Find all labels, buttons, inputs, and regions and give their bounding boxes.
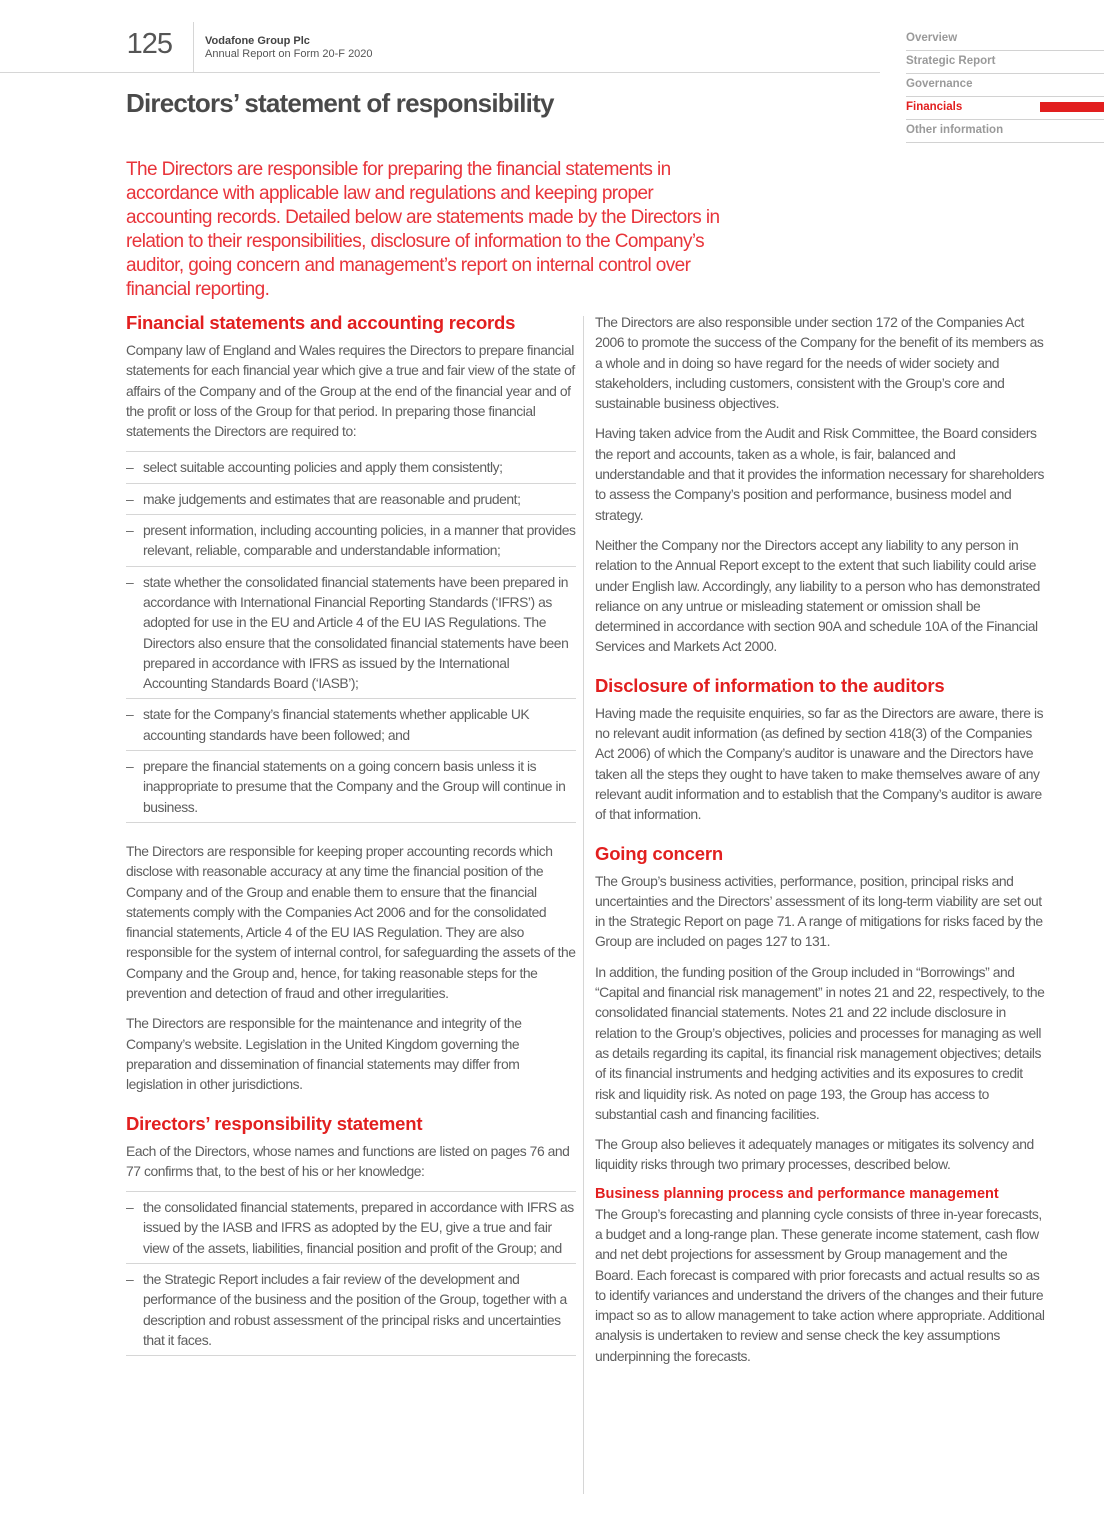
paragraph: The Group’s business activities, performance, position, principal risks and uncertainties and the Directors’ assessment of its long-term viability are set out in the Strategic Report on page 71. A range of mitigations for risks faced by the Group are included on pages 127 to 131. [595, 872, 1043, 950]
nav-item-other-information[interactable] [906, 120, 1104, 143]
page-number: 125 [126, 28, 172, 60]
paragraph: Company law of England and Wales requires the Directors to prepare financial statements for each financial year which give a true and fair view of the state of affairs of the Company and of the Group at the end of the financial year and of the profit or loss of the Group for that period. In preparing those financial statements the Directors are required to: [126, 342, 575, 440]
header-vertical-divider [193, 22, 194, 73]
nav-item-strategic-report[interactable] [906, 51, 1104, 74]
nav-item-label: Strategic Report [906, 55, 996, 67]
list-item: – state whether the consolidated financial statements have been prepared in accordance with International Financial Reporting Standards (‘IFRS’) as adopted for use in the EU and Article 4 of the EU IAS Regulations. The Directors also ensure that the consolidated financial statements have been prepared in accordance with IFRS as issued by the International Accounting Standards Board (‘IASB’); [126, 567, 576, 700]
spacer [126, 833, 576, 841]
active-section-indicator [1040, 102, 1104, 112]
dash-bullet-icon: – [126, 706, 134, 723]
section-heading-disclosure: Disclosure of information to the auditors [595, 674, 945, 696]
list-item: – present information, including accounting policies, in a manner that provides relevant, reliable, comparable and understandable information; [126, 515, 576, 567]
list-item: – select suitable accounting policies and apply them consistently; [126, 452, 576, 483]
dash-bullet-icon: – [126, 758, 134, 775]
right-column [595, 312, 1045, 1376]
spacer [126, 1105, 576, 1113]
nav-item-label: Overview [906, 32, 958, 44]
paragraph: The Group’s forecasting and planning cycle consists of three in-year forecasts, a budget and a long-range plan. These generate income statement, cash flow and net debt projections for assessment by Group management and the Board. Each forecast is compared with prior forecasts and actual results so as to identify variances and understand the drivers of the changes and their future impact so as to allow management to take action where appropriate. Additional analysis is undertaken to review and sense check the key assumptions underpinning the forecasts. [595, 1205, 1045, 1364]
list-item: – state for the Company’s financial statements whether applicable UK accounting standards have been followed; and [126, 699, 576, 751]
list-item: – prepare the financial statements on a going concern basis unless it is inappropriate to presume that the Company and the Group will continue in business. [126, 751, 576, 823]
list-item: – the consolidated financial statements, prepared in accordance with IFRS as issued by the IASB and IFRS as adopted by the EU, give a true and fair view of the assets, liabilities, financial position and profit of the Group; and [126, 1192, 576, 1264]
list-item: – the Strategic Report includes a fair review of the development and performance of the business and the position of the Group, together with a description and robust assessment of the principal risks and uncertainties that it faces. [126, 1264, 576, 1356]
company-name: Vodafone Group Plc [205, 35, 310, 47]
confirmations-list [126, 1191, 576, 1356]
nav-item-label: Financials [906, 101, 963, 113]
paragraph: The Group also believes it adequately manages or mitigates its solvency and liquidity risks through two primary processes, described below. [595, 1136, 1034, 1173]
list-item: – make judgements and estimates that are reasonable and prudent; [126, 484, 576, 515]
paragraph: Each of the Directors, whose names and functions are listed on pages 76 and 77 confirms that, to the best of his or her knowledge: [126, 1142, 570, 1179]
paragraph: Having taken advice from the Audit and Risk Committee, the Board considers the report and accounts, taken as a whole, is fair, balanced and understandable and that it provides the information necessary for shareholders to assess the Company’s position and performance, business model and strategy. [595, 425, 1045, 523]
nav-item-overview[interactable] [906, 28, 1104, 51]
nav-item-label: Governance [906, 78, 973, 90]
report-name: Annual Report on Form 20-F 2020 [205, 48, 373, 60]
nav-item-label: Other information [906, 124, 1004, 136]
left-column [126, 312, 576, 1366]
dash-bullet-icon: – [126, 573, 134, 590]
requirements-list [126, 451, 576, 822]
column-divider [583, 316, 584, 1494]
spacer [595, 835, 1045, 843]
paragraph: The Directors are responsible for keeping proper accounting records which disclose with reasonable accuracy at any time the financial position of the Company and of the Group and enable them to ensure that the financial statements comply with the Companies Act 2006 and for the consolidated financial statements, Article 4 of the EU IAS Regulation. They are also responsible for the system of internal control, for safeguarding the assets of the Company and the Group and, hence, for taking reasonable steps for the prevention and detection of fraud and other irregularities. [126, 842, 576, 1002]
page-title: Directors’ statement of responsibility [126, 88, 554, 118]
paragraph: In addition, the funding position of the Group included in “Borrowings” and “Capital and financial risk management” in notes 21 and 22, respectively, to the consolidated financial statements. Notes 21 and 22 include disclosure in relation to the Group’s objectives, policies and processes for managing as well as details regarding its capital, its financial risk management objectives; details of its financial instruments and hedging activities and its exposures to credit risk and liquidity risk. As noted on page 193, the Group has access to substantial cash and financing facilities. [595, 963, 1045, 1122]
section-heading-directors-responsibility: Directors’ responsibility statement [126, 1112, 423, 1134]
intro-paragraph: The Directors are responsible for preparing the financial statements in accordance with applicable law and regulations and keeping proper accounting records. Detailed below are statements made by the Directors in relation to their responsibilities, disclosure of information to the Company’s auditor, going concern and management’s report on internal control over financial reporting. [126, 159, 720, 300]
spacer [595, 667, 1045, 675]
nav-item-financials[interactable] [906, 97, 1104, 120]
paragraph: Neither the Company nor the Directors accept any liability to any person in relation to the Annual Report except to the extent that such liability could arise under English law. Accordingly, any liability to a person who has demonstrated reliance on any untrue or misleading statement or omission shall be determined in accordance with section 90A and schedule 10A of the Financial Services and Markets Act 2000. [595, 536, 1040, 655]
dash-bullet-icon: – [126, 490, 134, 507]
header-divider [0, 72, 880, 73]
paragraph: Having made the requisite enquiries, so far as the Directors are aware, there is no relevant audit information (as defined by section 418(3) of the Companies Act 2006) of which the Company’s auditor is unaware and the Directors have taken all the steps they ought to have taken to make themselves aware of any relevant audit information and to establish that the Company’s auditor is aware of that information. [595, 704, 1044, 823]
section-heading-going-concern: Going concern [595, 842, 723, 864]
paragraph: The Directors are also responsible under section 172 of the Companies Act 2006 to promote the success of the Company for the benefit of its members as a whole and in doing so have regard for the needs of wider society and stakeholders, including customers, consistent with the Group’s core and sustainable business objectives. [595, 314, 1044, 412]
section-heading-financial-statements: Financial statements and accounting records [126, 312, 516, 333]
dash-bullet-icon: – [126, 459, 134, 476]
nav-item-governance[interactable] [906, 74, 1104, 97]
paragraph: The Directors are responsible for the maintenance and integrity of the Company’s website. Legislation in the United Kingdom governing the preparation and dissemination of financial statements may differ from legislation in other jurisdictions. [126, 1015, 522, 1093]
section-nav [906, 28, 1104, 143]
sub-heading-business-planning: Business planning process and performance management [595, 1185, 999, 1202]
dash-bullet-icon: – [126, 522, 134, 539]
dash-bullet-icon: – [126, 1199, 134, 1216]
dash-bullet-icon: – [126, 1270, 134, 1287]
